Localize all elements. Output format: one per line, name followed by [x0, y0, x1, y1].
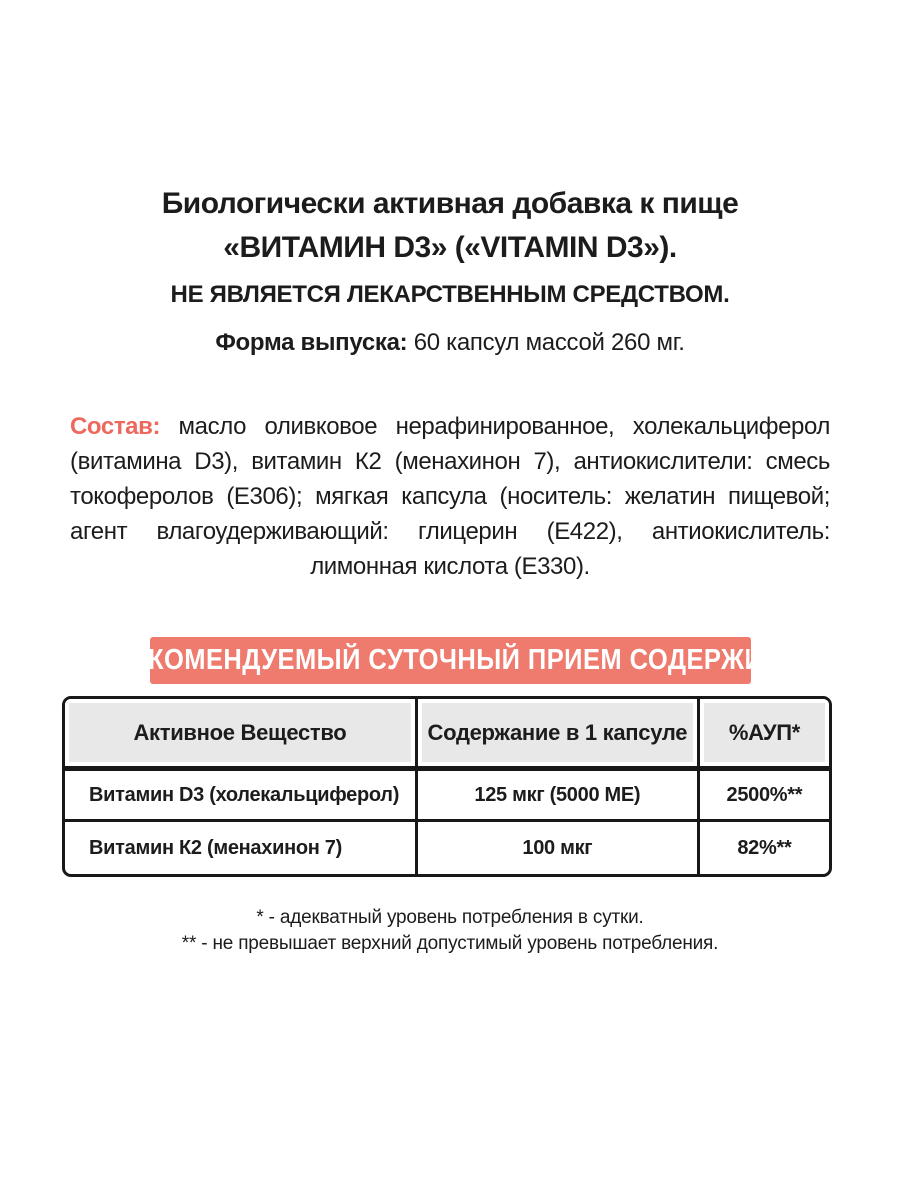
- daily-intake-banner: [113, 637, 788, 684]
- table-cell-vitamin-d3-content: 125 мкг (5000 МЕ): [415, 771, 697, 822]
- footnote-adequate-level: * - адекватный уровень потребления в сутки.: [256, 907, 644, 928]
- table-cell-vitamin-d3-percent: 2500%**: [697, 771, 829, 822]
- product-title-line-1: Биологически активная добавка к пище: [161, 187, 739, 220]
- table-cell-vitamin-k2-content: 100 мкг: [415, 822, 697, 874]
- not-medicine-disclaimer: НЕ ЯВЛЯЕТСЯ ЛЕКАРСТВЕННЫМ СРЕДСТВОМ.: [170, 281, 730, 308]
- product-title: [0, 182, 900, 270]
- table-cell-vitamin-k2-name: Витамин К2 (менахинон 7): [89, 836, 342, 859]
- table-header-active-substance: Активное Вещество: [65, 699, 415, 771]
- composition-text: масло оливковое нерафинированное, холекальциферол (витамина D3), витамин К2 (менахинон 7), антиокислители: смесь токоферолов (Е306); мягкая капсула (носитель: желатин пищевой; агент влагоудерживающий: глицерин (Е422), антиокислитель: лимонная кислота (Е330).: [70, 413, 830, 580]
- footnotes: [0, 905, 900, 957]
- release-form-line: [0, 329, 900, 357]
- composition-paragraph: [70, 409, 830, 584]
- table-header-percent-aup: %АУП*: [697, 699, 829, 771]
- release-form-label: Форма выпуска:: [215, 329, 408, 356]
- daily-intake-banner-label: РЕКОМЕНДУЕМЫЙ СУТОЧНЫЙ ПРИЕМ СОДЕРЖИТ:: [113, 644, 788, 676]
- nutrition-table: [62, 696, 832, 877]
- table-cell-vitamin-d3-name: Витамин D3 (холекальциферол): [65, 771, 415, 822]
- table-cell-vitamin-k2-percent: 82%**: [697, 822, 829, 874]
- product-title-line-2: «ВИТАМИН D3» («VITAMIN D3»).: [223, 231, 677, 264]
- composition-label: Состав:: [70, 413, 161, 440]
- table-header-content-per-capsule: Содержание в 1 капсуле: [415, 699, 697, 771]
- release-form-value: 60 капсул массой 260 мг.: [413, 329, 685, 356]
- footnote-upper-level: ** - не превышает верхний допустимый уровень потребления.: [181, 933, 719, 954]
